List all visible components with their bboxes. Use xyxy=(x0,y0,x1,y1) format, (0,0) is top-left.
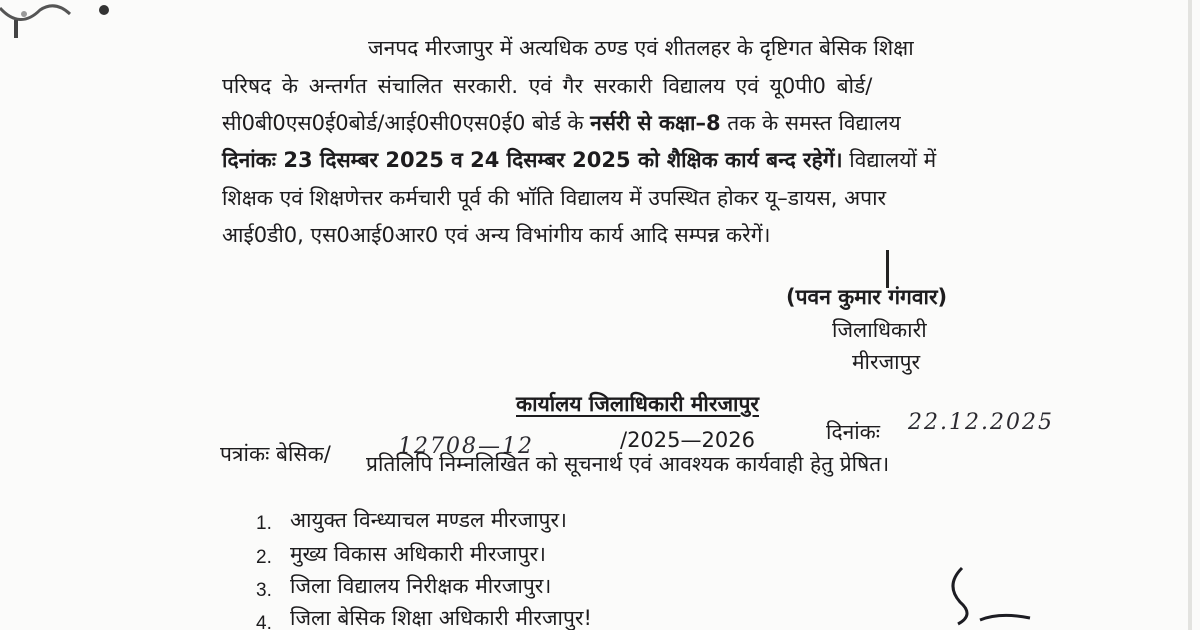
handwritten-date: 22.12.2025 xyxy=(908,410,1054,435)
punch-hole-mark xyxy=(14,20,18,38)
copy-forward-line: प्रतिलिपि निम्नलिखित को सूचनार्थ एवं आवश्यक कार्यवाही हेतु प्रेषित। xyxy=(366,452,890,476)
closure-dates-text: दिनांकः 23 दिसम्बर 2025 व 24 दिसम्बर 2025 को शैक्षिक कार्य बन्द रहेगें। xyxy=(222,148,843,172)
paragraph-line-5: शिक्षक एवं शिक्षणेत्तर कर्मचारी पूर्व की भॉति विद्यालय में उपस्थित होकर यू–डायस, अपार xyxy=(222,186,887,210)
recipient-number: 1. xyxy=(256,513,272,534)
reference-year: /2025—2026 xyxy=(620,428,755,452)
recipient-item: आयुक्त विन्ध्याचल मण्डल मीरजापुर। xyxy=(290,508,568,532)
signatory-name: (पवन कुमार गंगवार) xyxy=(786,285,948,309)
handwritten-reference-number: 12708—12 xyxy=(398,434,534,459)
recipient-number: 2. xyxy=(256,547,272,568)
office-heading: कार्यालय जिलाधिकारी मीरजापुर xyxy=(516,392,759,416)
signatory-designation: जिलाधिकारी xyxy=(832,318,927,342)
recipient-number: 3. xyxy=(256,580,272,601)
paragraph-line-2: परिषद के अन्तर्गत संचालित सरकारी. एवं गैर सरकारी विद्यालय एवं यू0पी0 बोर्ड/ xyxy=(222,74,873,98)
recipient-item: जिला बेसिक शिक्षा अधिकारी मीरजापुर! xyxy=(290,606,592,630)
paragraph-line-4-end: विद्यालयों में xyxy=(849,148,937,172)
paragraph-line-3-bold: नर्सरी से कक्षा–8 xyxy=(590,111,721,135)
signature-stroke xyxy=(886,250,889,288)
recipient-number: 4. xyxy=(256,613,272,630)
paragraph-line-3-start: सी0बी0एस0ई0बोर्ड/आई0सी0एस0ई0 बोर्ड के xyxy=(222,111,584,135)
paragraph-line-6: आई0डी0, एस0आई0आर0 एवं अन्य विभांगीय कार्य आदि सम्पन्न करेगें। xyxy=(222,223,771,247)
paragraph-line-3-end: तक के समस्त विद्यालय xyxy=(727,111,901,135)
date-label: दिनांकः xyxy=(826,420,881,444)
paragraph-line-4 xyxy=(222,150,936,171)
fold-mark xyxy=(1188,0,1192,630)
initials-signature xyxy=(940,560,1060,630)
signatory-place: मीरजापुर xyxy=(852,350,921,374)
recipient-item: जिला विद्यालय निरीक्षक मीरजापुर। xyxy=(290,574,552,598)
paragraph-line-3 xyxy=(222,113,901,134)
paragraph-line-1: जनपद मीरजापुर में अत्यधिक ठण्ड एवं शीतलहर के दृष्टिगत बेसिक शिक्षा xyxy=(368,36,914,60)
recipient-item: मुख्य विकास अधिकारी मीरजापुर। xyxy=(290,542,547,566)
reference-label: पत्रांकः बेसिक/ xyxy=(220,442,331,466)
binding-string-icon xyxy=(0,0,120,40)
